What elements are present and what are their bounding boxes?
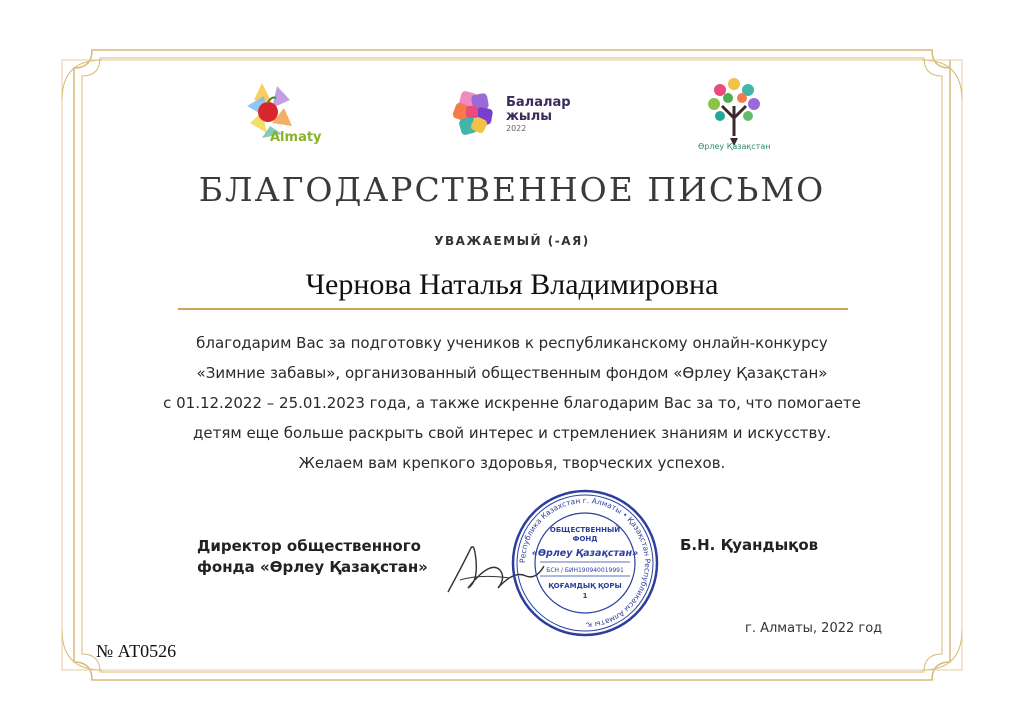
stamp-line2: ФОНД <box>572 535 598 543</box>
body-line: детям еще больше раскрыть свой интерес и стремлениек знаниям и искусству. <box>193 424 831 442</box>
letter-body <box>112 328 912 478</box>
serial-number: № АТ0526 <box>96 641 177 661</box>
svg-text:Республика Казахстан г. Алматы <box>518 496 652 630</box>
recipient-name: Чернова Наталья Владимировна <box>305 268 719 301</box>
name-underline <box>178 308 848 310</box>
city-date: г. Алматы, 2022 год <box>745 621 883 636</box>
stamp-line1: ОБЩЕСТВЕННЫЙ <box>549 526 621 534</box>
stamp-line4: БСН / БИН190940019991 <box>546 567 624 574</box>
balalar-logo-year: 2022 <box>506 124 527 133</box>
director-title-line2: фонда «Өрлеу Қазақстан» <box>197 558 428 576</box>
director-title-line1: Директор общественного <box>197 537 421 555</box>
orleu-logo-text: Өрлеу Қазақстан <box>698 142 771 151</box>
stamp-line3: «Өрлеу Қазақстан» <box>531 548 639 559</box>
body-line: Желаем вам крепкого здоровья, творческих успехов. <box>298 454 726 472</box>
director-title <box>197 536 428 578</box>
balalar-logo-line1: Балалар <box>506 95 571 110</box>
document-title: БЛАГОДАРСТВЕННОЕ ПИСЬМО <box>198 170 826 209</box>
body-line: «Зимние забавы», организованный общественным фондом «Өрлеу Қазақстан» <box>196 364 828 382</box>
signer-name: Б.Н. Қуандықов <box>680 536 819 554</box>
official-stamp <box>510 488 660 638</box>
stamp-line5: ҚОҒАМДЫҚ ҚОРЫ <box>548 582 622 590</box>
body-line: с 01.12.2022 – 25.01.2023 года, а также искренне благодарим Вас за то, что помогаете <box>163 394 861 412</box>
almaty-logo-text: Almaty <box>270 130 322 145</box>
stamp-outer-text: Республика Казахстан г. Алматы • Қазақстан Республикасы Алматы қ. <box>517 495 653 631</box>
stamp-line6: 1 <box>582 592 588 600</box>
balalar-logo-line2: жылы <box>506 109 552 124</box>
body-line: благодарим Вас за подготовку учеников к республиканскому онлайн-конкурсу <box>196 334 828 352</box>
salutation: УВАЖАЕМЫЙ (-АЯ) <box>434 234 590 248</box>
